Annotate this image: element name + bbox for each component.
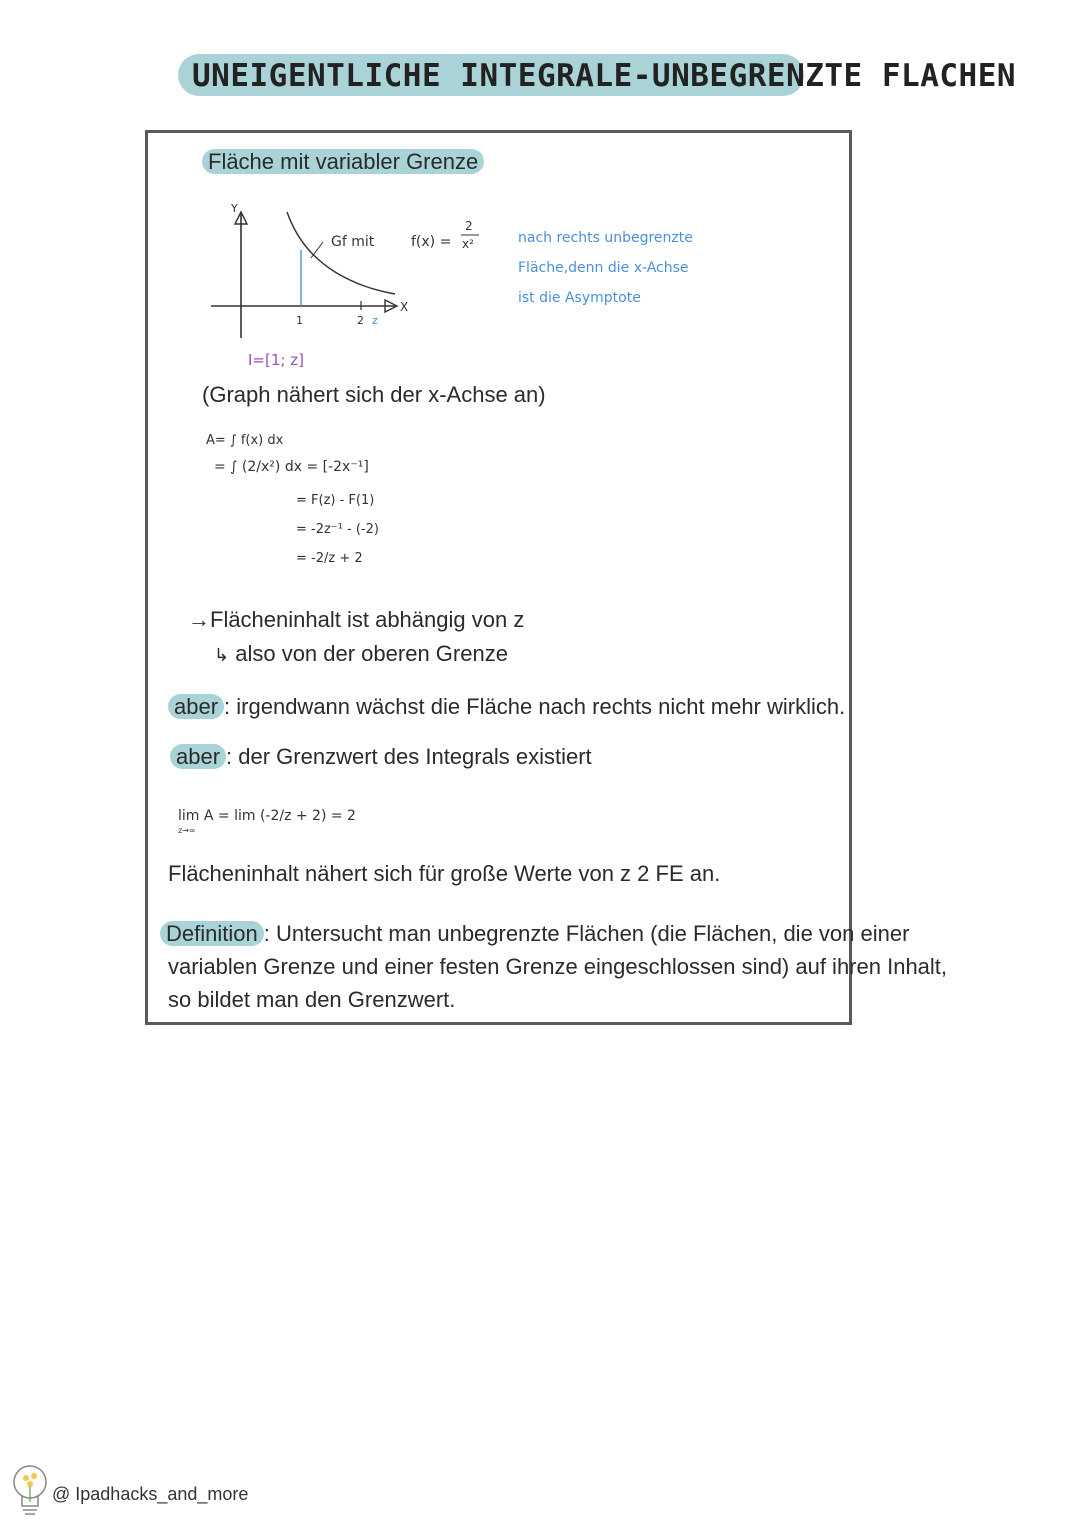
aber-line-1 <box>168 692 845 722</box>
note-line-1: nach rechts unbegrenzte <box>518 230 693 246</box>
tick-label-z: z <box>372 314 378 327</box>
calc-line-3: = F(z) - F(1) <box>296 493 375 508</box>
tick-label-2: 2 <box>357 314 364 327</box>
function-curve <box>287 212 395 294</box>
graph-note: (Graph nähert sich der x-Achse an) <box>202 382 546 407</box>
note-line-3: ist die Asymptote <box>518 290 641 306</box>
aber-text-2: : der Grenzwert des Integrals existiert <box>226 744 592 769</box>
function-graph <box>195 198 495 348</box>
tick-label-1: 1 <box>296 314 303 327</box>
calc-line-4: = -2z⁻¹ - (-2) <box>296 522 379 537</box>
limit-result: Flächeninhalt nähert sich für große Werte von z 2 FE an. <box>168 861 721 886</box>
interval-label: I=[1; z] <box>248 351 304 369</box>
aber-line-2 <box>170 742 592 772</box>
page-title: UNEIGENTLICHE INTEGRALE-UNBEGRENZTE FLACHEN <box>192 58 1017 94</box>
arrow-line-2-text: also von der oberen Grenze <box>235 641 508 666</box>
lightbulb-logo-icon <box>10 1462 50 1520</box>
definition-line-3: so bildet man den Grenzwert. <box>168 987 456 1012</box>
function-numerator: 2 <box>465 219 473 233</box>
limit-line: lim A = lim (-2/z + 2) = 2 <box>178 808 356 824</box>
y-axis-label: Y <box>231 202 238 215</box>
curve-label-pointer <box>311 242 323 258</box>
arrow-line-1 <box>188 606 524 634</box>
turn-arrow-icon: ↳ <box>214 645 230 665</box>
definition-text-1: : Untersucht man unbegrenzte Flächen (die Flächen, die von einer <box>263 921 910 946</box>
function-denominator: x² <box>462 237 474 251</box>
calc-line-2: = ∫ (2/x²) dx = [-2x⁻¹] <box>214 459 369 475</box>
curve-label: Gf mit <box>331 234 375 250</box>
x-axis-label: X <box>400 300 409 314</box>
definition-label: Definition <box>160 921 264 946</box>
aber-label-2: aber <box>170 744 226 769</box>
limit-subscript: z→∞ <box>178 826 196 835</box>
footer-credit: @ Ipadhacks_and_more <box>52 1484 249 1504</box>
aber-text-1: : irgendwann wächst die Fläche nach rechts nicht mehr wirklich. <box>224 694 846 719</box>
definition-line-2: variablen Grenze und einer festen Grenze eingeschlossen sind) auf ihren Inhalt, <box>168 954 948 979</box>
definition-line-1 <box>160 918 909 950</box>
arrow-line-1-text: Flächeninhalt ist abhängig von z <box>210 607 525 632</box>
section-heading-text: Fläche mit variabler Grenze <box>202 149 484 174</box>
section-heading <box>202 148 484 176</box>
right-arrow-icon: → <box>188 607 210 632</box>
calc-line-5: = -2/z + 2 <box>296 551 363 566</box>
arrow-line-2 <box>214 640 508 669</box>
note-line-2: Fläche,denn die x-Achse <box>518 260 689 276</box>
function-lhs: f(x) = <box>411 234 452 250</box>
calc-line-1: A= ∫ f(x) dx <box>206 433 284 448</box>
aber-label-1: aber <box>168 694 224 719</box>
